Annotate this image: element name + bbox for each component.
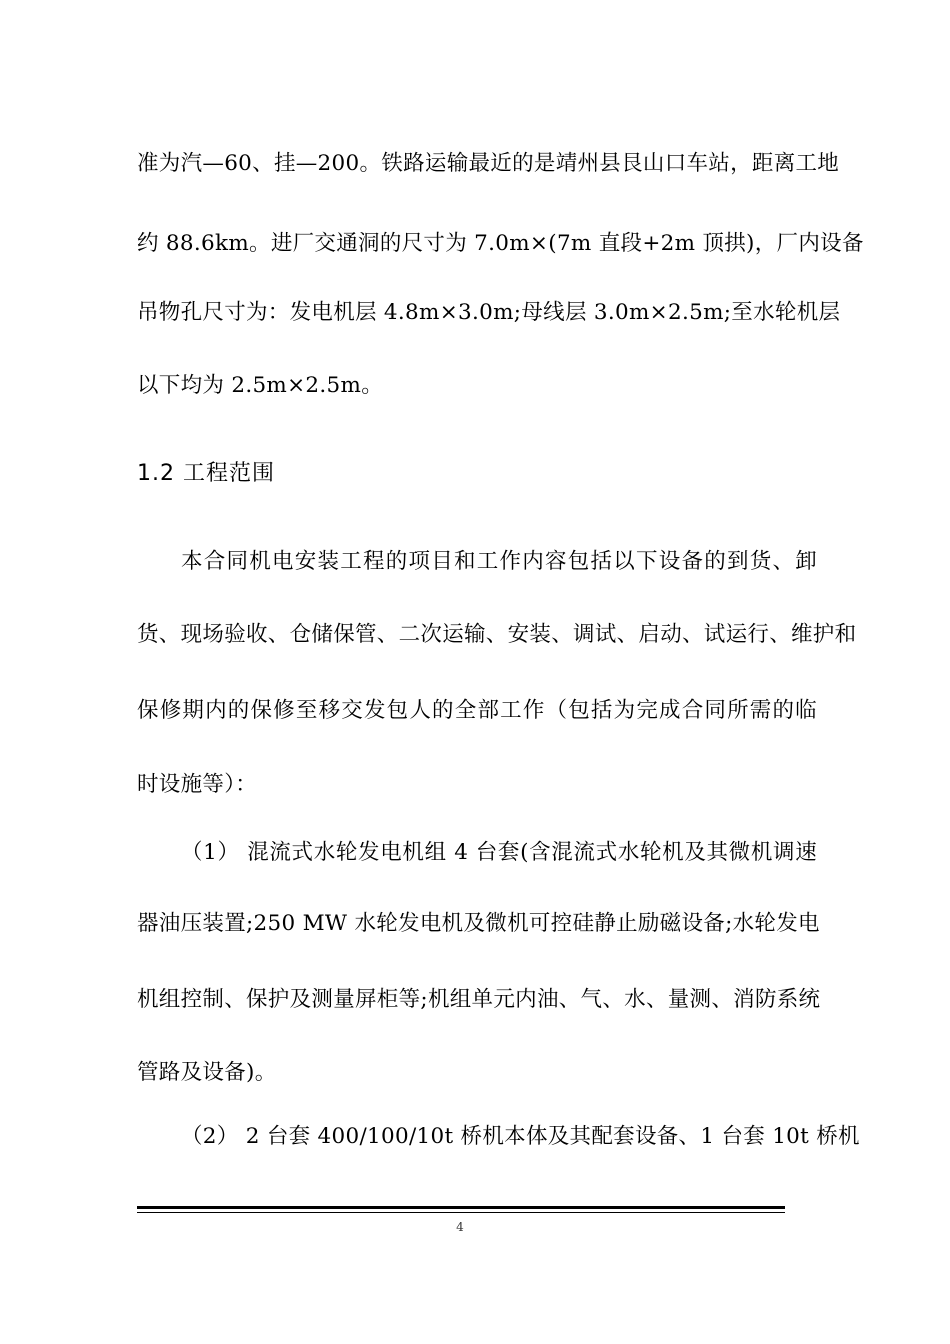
text-line: 吊物孔尺寸为：发电机层 4.8m×3.0m;母线层 3.0m×2.5m;至水轮机层 <box>137 300 841 325</box>
text-line: 本合同机电安装工程的项目和工作内容包括以下设备的到货、卸 <box>181 549 817 574</box>
list-item-line: 机组控制、保护及测量屏柜等;机组单元内油、气、水、量测、消防系统 <box>137 987 821 1012</box>
text-line: 约 88.6km。进厂交通洞的尺寸为 7.0m×(7m 直段+2m 顶拱)，厂内设备 <box>137 231 864 256</box>
list-item-line: （2） 2 台套 400/100/10t 桥机本体及其配套设备、1 台套 10t 桥机 <box>181 1124 860 1149</box>
footer-rule-thin <box>137 1212 785 1213</box>
text-line: 准为汽—60、挂—200。铁路运输最近的是靖州县艮山口车站，距离工地 <box>137 151 840 176</box>
page-number: 4 <box>456 1220 464 1234</box>
text-line: 时设施等）： <box>137 772 258 797</box>
text-line: 货、现场验收、仓储保管、二次运输、安装、调试、启动、试运行、维护和 <box>137 622 857 647</box>
section-heading: 1.2 工程范围 <box>137 461 275 486</box>
footer-rule <box>137 1206 785 1209</box>
text-line: 保修期内的保修至移交发包人的全部工作（包括为完成合同所需的临 <box>137 698 817 723</box>
text-line: 以下均为 2.5m×2.5m。 <box>137 373 384 398</box>
list-item-line: （1） 混流式水轮发电机组 4 台套(含混流式水轮机及其微机调速 <box>181 840 817 865</box>
list-item-line: 管路及设备)。 <box>137 1060 277 1085</box>
list-item-line: 器油压装置;250 MW 水轮发电机及微机可控硅静止励磁设备;水轮发电 <box>137 911 820 936</box>
